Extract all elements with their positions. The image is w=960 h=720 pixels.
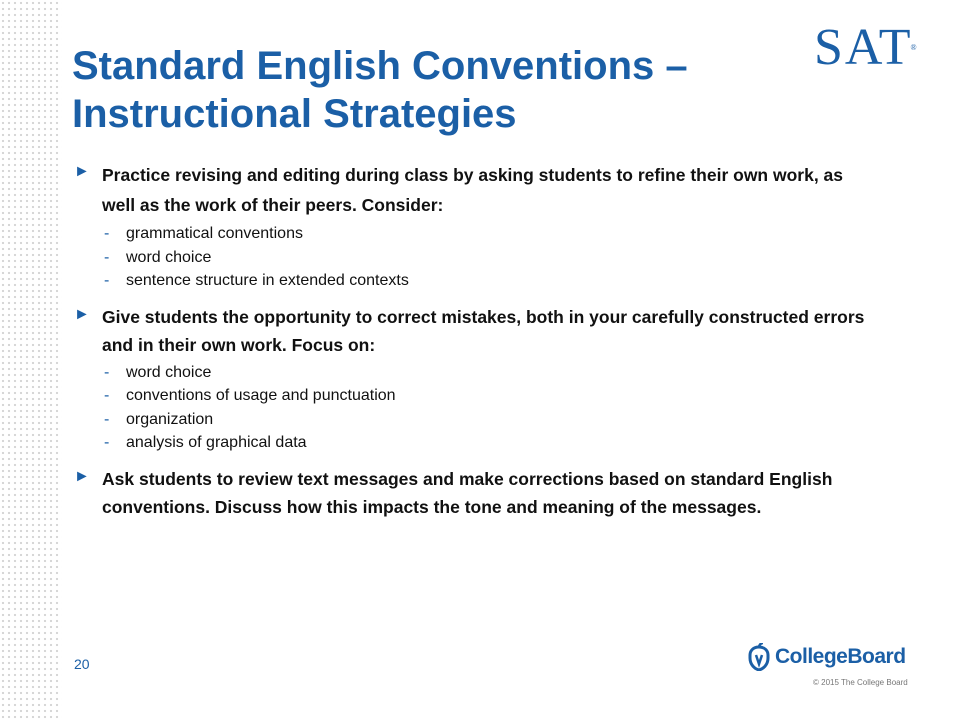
sub-list-item-text: analysis of graphical data bbox=[126, 434, 307, 451]
dot-pattern-sidebar bbox=[0, 0, 62, 720]
acorn-icon bbox=[747, 643, 771, 671]
sub-list-item bbox=[102, 384, 874, 408]
sub-list-item-text: word choice bbox=[126, 363, 212, 381]
sub-list-item bbox=[102, 222, 874, 246]
sub-list-item-text: word choice bbox=[126, 248, 212, 266]
sat-logo-text: SAT bbox=[814, 19, 913, 76]
dash-marker: - bbox=[104, 272, 110, 289]
bullet-arrow-icon: ► bbox=[74, 305, 90, 323]
dash-marker: - bbox=[104, 225, 110, 242]
bullet-arrow-icon: ► bbox=[74, 163, 90, 180]
sub-list-item bbox=[102, 361, 874, 385]
slide-title: Standard English Conventions – Instructional Strategies bbox=[72, 44, 688, 136]
bullet-item bbox=[74, 303, 874, 455]
sub-list-item-text: organization bbox=[126, 410, 214, 428]
collegeboard-logo-text: CollegeBoard bbox=[775, 645, 906, 668]
collegeboard-logo bbox=[747, 643, 906, 671]
sat-logo bbox=[814, 20, 919, 76]
sub-list-item-text: grammatical conventions bbox=[126, 225, 303, 242]
sub-list bbox=[102, 222, 874, 293]
sub-list-item bbox=[102, 408, 874, 432]
page-number: 20 bbox=[74, 656, 90, 672]
sub-list-item bbox=[102, 269, 874, 293]
sub-list-item-text: conventions of usage and punctuation bbox=[126, 387, 396, 404]
dash-marker: - bbox=[104, 363, 110, 381]
sub-list-item bbox=[102, 431, 874, 455]
bullet-text: Practice revising and editing during class by asking students to refine their own work, as well as the work of their peers. Consider: bbox=[102, 165, 844, 215]
dash-marker: - bbox=[104, 410, 110, 428]
slide-content bbox=[74, 160, 874, 531]
sub-list-item bbox=[102, 246, 874, 270]
registered-mark: ® bbox=[910, 43, 919, 52]
bullet-item bbox=[74, 160, 874, 293]
bullet-arrow-icon: ► bbox=[74, 467, 90, 485]
copyright-text: © 2015 The College Board bbox=[813, 678, 908, 687]
sub-list-item-text: sentence structure in extended contexts bbox=[126, 272, 409, 289]
bullet-item bbox=[74, 465, 874, 521]
dash-marker: - bbox=[104, 248, 110, 266]
bullet-text: Give students the opportunity to correct mistakes, both in your carefully constructed errors and in their own work. Focus on: bbox=[102, 306, 865, 355]
dash-marker: - bbox=[104, 387, 110, 404]
dash-marker: - bbox=[104, 434, 110, 451]
sub-list bbox=[102, 361, 874, 455]
bullet-text: Ask students to review text messages and make corrections based on standard English conventions. Discuss how this impacts the tone and meaning of the messages. bbox=[102, 468, 833, 517]
